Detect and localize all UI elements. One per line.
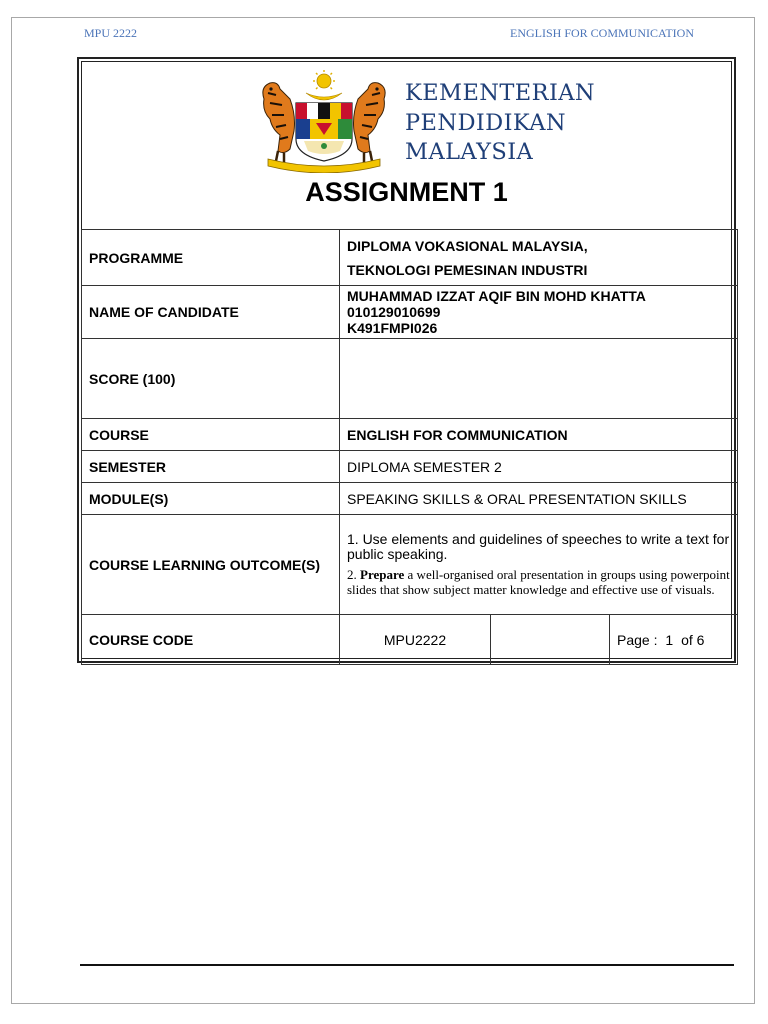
semester-value: DIPLOMA SEMESTER 2	[340, 451, 738, 483]
crest-shield	[296, 103, 352, 161]
page-total: of 6	[681, 631, 705, 648]
programme-value	[340, 230, 738, 286]
course-code-label: COURSE CODE	[82, 615, 340, 665]
ministry-line: PENDIDIKAN	[405, 109, 566, 136]
row-course	[82, 419, 738, 451]
row-modules	[82, 483, 738, 515]
row-candidate	[82, 286, 738, 339]
candidate-value	[340, 286, 738, 339]
candidate-ic-number: 010129010699	[347, 304, 441, 320]
modules-value: SPEAKING SKILLS & ORAL PRESENTATION SKILLS	[340, 483, 738, 515]
programme-line: TEKNOLOGI PEMESINAN INDUSTRI	[347, 261, 588, 278]
programme-label: PROGRAMME	[82, 230, 340, 286]
course-label: COURSE	[82, 419, 340, 451]
clo-item-2-text: a well-organised oral presentation in groups using powerpoint slides that show subject matter knowledge and effective use of visuals.	[347, 566, 730, 597]
page-label: Page :	[617, 631, 658, 648]
semester-label: SEMESTER	[82, 451, 340, 483]
header-course-code: MPU 2222	[84, 26, 138, 40]
course-code-blank-cell	[491, 615, 610, 665]
course-code-value: MPU2222	[340, 615, 491, 665]
assignment-title: ASSIGNMENT 1	[305, 177, 508, 207]
cover-info-table	[81, 229, 738, 665]
clo-item-2	[347, 567, 730, 598]
crest-sun	[313, 70, 335, 89]
programme-line: DIPLOMA VOKASIONAL MALAYSIA,	[347, 237, 588, 254]
ministry-wordmark	[405, 79, 595, 168]
candidate-name: MUHAMMAD IZZAT AQIF BIN MOHD KHATTA	[347, 288, 646, 304]
crest-right-tiger	[354, 83, 386, 163]
row-score	[82, 339, 738, 419]
page-number: 1	[665, 631, 674, 648]
candidate-id: K491FMPI026	[347, 320, 438, 336]
row-course-code	[82, 615, 738, 665]
clo-item-2-verb: Prepare	[360, 566, 405, 582]
cover-table-inner	[81, 61, 732, 659]
ministry-line: KEMENTERIAN	[405, 80, 595, 106]
header-course-name: ENGLISH FOR COMMUNICATION	[509, 26, 694, 40]
clo-item-1: 1. Use elements and guidelines of speeches to write a text for public speaking.	[347, 530, 730, 562]
footer-rule	[80, 964, 734, 966]
coat-of-arms-logo	[254, 69, 394, 173]
score-label: SCORE (100)	[82, 339, 340, 419]
clo-item-2-number: 2.	[347, 566, 357, 582]
cover-table	[77, 57, 736, 663]
ministry-line: MALAYSIA	[405, 139, 534, 165]
title-block	[82, 62, 731, 229]
row-clo	[82, 515, 738, 615]
score-value	[340, 339, 738, 419]
page-indicator	[610, 615, 738, 665]
row-programme	[82, 230, 738, 286]
row-semester	[82, 451, 738, 483]
candidate-label: NAME OF CANDIDATE	[82, 286, 340, 339]
modules-label: MODULE(S)	[82, 483, 340, 515]
clo-label: COURSE LEARNING OUTCOME(S)	[82, 515, 340, 615]
course-value: ENGLISH FOR COMMUNICATION	[340, 419, 738, 451]
crest-left-tiger	[263, 83, 295, 163]
crest-crescent	[306, 93, 342, 100]
clo-value	[340, 515, 738, 615]
